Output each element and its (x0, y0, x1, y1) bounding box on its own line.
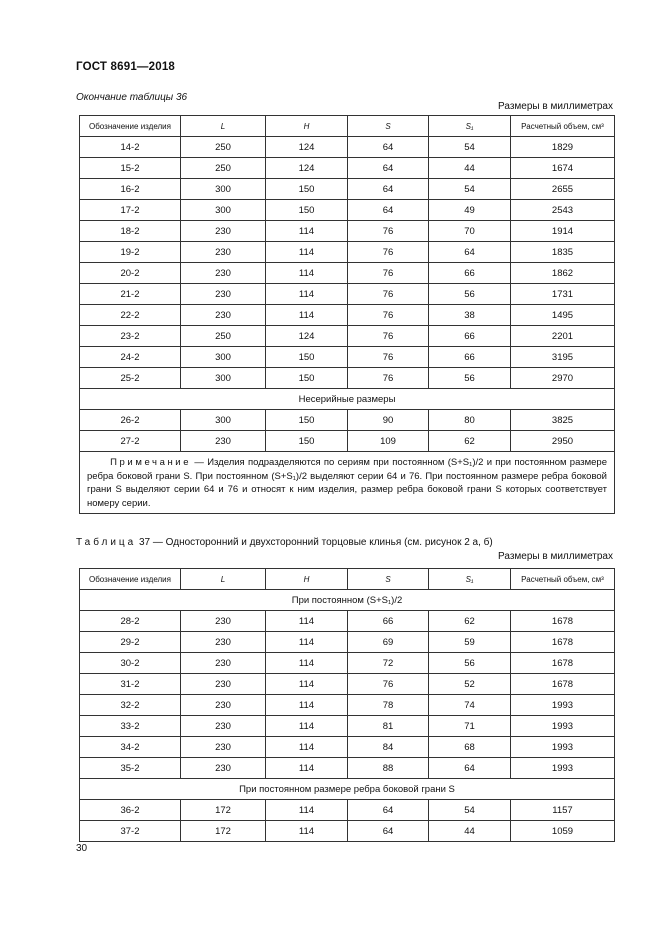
table-cell: 1993 (511, 695, 615, 716)
table-cell: 3825 (511, 410, 615, 431)
table-37-caption (76, 537, 493, 548)
table-cell: 114 (266, 737, 348, 758)
table-cell: 76 (348, 221, 429, 242)
table-36 (79, 115, 615, 514)
table-row (80, 347, 615, 368)
column-header: S₁ (429, 116, 511, 137)
product-designation-cell: 21-2 (80, 284, 181, 305)
product-designation-cell: 37-2 (80, 821, 181, 842)
product-designation-cell: 32-2 (80, 695, 181, 716)
note-label: Примечание (110, 457, 192, 468)
table-cell: 76 (348, 263, 429, 284)
product-designation-cell: 17-2 (80, 200, 181, 221)
table-row (80, 326, 615, 347)
product-designation-cell: 33-2 (80, 716, 181, 737)
table-row (80, 200, 615, 221)
column-header: Обозначение изделия (80, 116, 181, 137)
table-cell: 38 (429, 305, 511, 326)
table-cell: 250 (181, 158, 266, 179)
table-36-header-row (80, 116, 615, 137)
table-cell: 56 (429, 284, 511, 305)
table-cell: 68 (429, 737, 511, 758)
table-cell: 230 (181, 221, 266, 242)
column-header: Расчетный объем, см³ (511, 116, 615, 137)
table-cell: 1993 (511, 737, 615, 758)
table-cell: 230 (181, 242, 266, 263)
table-cell: 88 (348, 758, 429, 779)
table-cell: 109 (348, 431, 429, 452)
table-cell: 230 (181, 758, 266, 779)
table-cell: 1678 (511, 632, 615, 653)
table-row (80, 410, 615, 431)
table-cell: 72 (348, 653, 429, 674)
product-designation-cell: 18-2 (80, 221, 181, 242)
section-label: При постоянном размере ребра боковой грани S (80, 779, 615, 800)
table-cell: 2201 (511, 326, 615, 347)
table-cell: 114 (266, 821, 348, 842)
column-header: Обозначение изделия (80, 569, 181, 590)
table-cell: 66 (348, 611, 429, 632)
table-row (80, 179, 615, 200)
table-cell: 56 (429, 653, 511, 674)
table-cell: 84 (348, 737, 429, 758)
table-cell: 78 (348, 695, 429, 716)
product-designation-cell: 14-2 (80, 137, 181, 158)
table-cell: 114 (266, 305, 348, 326)
section-row (80, 779, 615, 800)
table-cell: 1862 (511, 263, 615, 284)
table-cell: 90 (348, 410, 429, 431)
table-cell: 80 (429, 410, 511, 431)
table-cell: 124 (266, 137, 348, 158)
page-number: 30 (76, 843, 88, 854)
table-row (80, 305, 615, 326)
table-row (80, 737, 615, 758)
column-header: S (348, 116, 429, 137)
table-cell: 250 (181, 326, 266, 347)
table-cell: 1829 (511, 137, 615, 158)
table-cell: 230 (181, 611, 266, 632)
table-cell: 76 (348, 284, 429, 305)
table-cell: 76 (348, 347, 429, 368)
product-designation-cell: 35-2 (80, 758, 181, 779)
standard-number: ГОСТ 8691—2018 (76, 61, 176, 73)
table-cell: 70 (429, 221, 511, 242)
product-designation-cell: 16-2 (80, 179, 181, 200)
table-cell: 76 (348, 368, 429, 389)
table-cell: 64 (429, 242, 511, 263)
table-cell: 44 (429, 158, 511, 179)
table-cell: 52 (429, 674, 511, 695)
table-cell: 81 (348, 716, 429, 737)
table-37 (79, 568, 615, 842)
table-cell: 300 (181, 200, 266, 221)
table-row (80, 368, 615, 389)
table-cell: 1678 (511, 653, 615, 674)
table-cell: 1678 (511, 611, 615, 632)
table-cell: 230 (181, 263, 266, 284)
table-36-caption: Окончание таблицы 36 (76, 92, 188, 103)
product-designation-cell: 29-2 (80, 632, 181, 653)
table-cell: 230 (181, 305, 266, 326)
table-cell: 64 (348, 137, 429, 158)
table-cell: 66 (429, 347, 511, 368)
product-designation-cell: 25-2 (80, 368, 181, 389)
column-header: S (348, 569, 429, 590)
table-cell: 54 (429, 179, 511, 200)
product-designation-cell: 31-2 (80, 674, 181, 695)
table-cell: 62 (429, 611, 511, 632)
column-header: H (266, 569, 348, 590)
table-row (80, 716, 615, 737)
table-cell: 300 (181, 410, 266, 431)
table-cell: 76 (348, 674, 429, 695)
table-cell: 230 (181, 695, 266, 716)
table-cell: 2543 (511, 200, 615, 221)
table-row (80, 284, 615, 305)
table-cell: 230 (181, 653, 266, 674)
table-row (80, 674, 615, 695)
table-cell: 150 (266, 368, 348, 389)
product-designation-cell: 23-2 (80, 326, 181, 347)
table-cell: 1731 (511, 284, 615, 305)
table-cell: 44 (429, 821, 511, 842)
table-row (80, 758, 615, 779)
product-designation-cell: 19-2 (80, 242, 181, 263)
table-cell: 54 (429, 137, 511, 158)
table-cell: 2970 (511, 368, 615, 389)
table-note (80, 452, 615, 514)
section-row (80, 590, 615, 611)
table-cell: 64 (348, 800, 429, 821)
column-header: H (266, 116, 348, 137)
table-cell: 114 (266, 653, 348, 674)
section-label: При постоянном (S+S₁)/2 (80, 590, 615, 611)
table-cell: 230 (181, 674, 266, 695)
table-36-units: Размеры в миллиметрах (498, 101, 613, 112)
table-cell: 124 (266, 158, 348, 179)
table-cell: 66 (429, 263, 511, 284)
table-row (80, 137, 615, 158)
table-row (80, 653, 615, 674)
table-cell: 114 (266, 758, 348, 779)
table-cell: 71 (429, 716, 511, 737)
table-cell: 56 (429, 368, 511, 389)
product-designation-cell: 30-2 (80, 653, 181, 674)
table-row (80, 221, 615, 242)
table-cell: 64 (348, 158, 429, 179)
product-designation-cell: 27-2 (80, 431, 181, 452)
table-cell: 49 (429, 200, 511, 221)
table-cell: 69 (348, 632, 429, 653)
table-cell: 150 (266, 200, 348, 221)
table-cell: 124 (266, 326, 348, 347)
table-cell: 172 (181, 821, 266, 842)
table-cell: 59 (429, 632, 511, 653)
table-cell: 150 (266, 179, 348, 200)
product-designation-cell: 28-2 (80, 611, 181, 632)
table-cell: 150 (266, 431, 348, 452)
table-cell: 172 (181, 800, 266, 821)
table-cell: 1495 (511, 305, 615, 326)
table-cell: 54 (429, 800, 511, 821)
section-row (80, 389, 615, 410)
table-cell: 76 (348, 242, 429, 263)
table-37-units: Размеры в миллиметрах (498, 551, 613, 562)
table-cell: 76 (348, 305, 429, 326)
table-cell: 114 (266, 716, 348, 737)
column-header: L (181, 116, 266, 137)
table-cell: 1993 (511, 758, 615, 779)
table-cell: 114 (266, 242, 348, 263)
table-cell: 64 (429, 758, 511, 779)
table-cell: 230 (181, 284, 266, 305)
table-cell: 1059 (511, 821, 615, 842)
column-header: L (181, 569, 266, 590)
table-cell: 300 (181, 347, 266, 368)
table-cell: 230 (181, 716, 266, 737)
table-cell: 2950 (511, 431, 615, 452)
table-cell: 150 (266, 347, 348, 368)
product-designation-cell: 26-2 (80, 410, 181, 431)
table-cell: 3195 (511, 347, 615, 368)
note-row (80, 452, 615, 514)
table-row (80, 242, 615, 263)
table-cell: 1914 (511, 221, 615, 242)
table-37-header-row (80, 569, 615, 590)
table-cell: 64 (348, 821, 429, 842)
column-header: S₁ (429, 569, 511, 590)
table-row (80, 800, 615, 821)
table-cell: 114 (266, 611, 348, 632)
table-row (80, 695, 615, 716)
table-cell: 62 (429, 431, 511, 452)
product-designation-cell: 20-2 (80, 263, 181, 284)
caption-label: Таблица (76, 537, 137, 548)
table-cell: 114 (266, 221, 348, 242)
table-cell: 74 (429, 695, 511, 716)
table-cell: 64 (348, 200, 429, 221)
product-designation-cell: 36-2 (80, 800, 181, 821)
note-text: — Изделия подразделяются по сериям при постоянном (S+S₁)/2 и при постоянном размере ребра боковой грани S. При постоянном (S+S₁)/2 выделяют серии 64 и 76. При постоянном размере ребра боковой грани S выделяют серии 64 и 76 и относят к ним изделия, размер ребра боковой грани S которых соответствует номеру серии. (87, 457, 608, 509)
table-cell: 250 (181, 137, 266, 158)
table-cell: 1678 (511, 674, 615, 695)
table-cell: 300 (181, 368, 266, 389)
table-cell: 300 (181, 179, 266, 200)
caption-text: 37 — Односторонний и двухсторонний торцовые клинья (см. рисунок 2 а, б) (136, 537, 493, 548)
table-row (80, 158, 615, 179)
table-cell: 66 (429, 326, 511, 347)
table-row (80, 632, 615, 653)
table-cell: 230 (181, 431, 266, 452)
table-cell: 1674 (511, 158, 615, 179)
table-row (80, 431, 615, 452)
product-designation-cell: 34-2 (80, 737, 181, 758)
table-row (80, 821, 615, 842)
product-designation-cell: 22-2 (80, 305, 181, 326)
table-cell: 230 (181, 632, 266, 653)
table-cell: 230 (181, 737, 266, 758)
table-cell: 114 (266, 263, 348, 284)
table-cell: 114 (266, 632, 348, 653)
column-header: Расчетный объем, см³ (511, 569, 615, 590)
table-cell: 114 (266, 284, 348, 305)
section-label: Несерийные размеры (80, 389, 615, 410)
table-cell: 114 (266, 674, 348, 695)
table-cell: 2655 (511, 179, 615, 200)
table-row (80, 263, 615, 284)
table-cell: 1835 (511, 242, 615, 263)
product-designation-cell: 24-2 (80, 347, 181, 368)
table-cell: 114 (266, 800, 348, 821)
table-cell: 1157 (511, 800, 615, 821)
table-row (80, 611, 615, 632)
product-designation-cell: 15-2 (80, 158, 181, 179)
table-cell: 64 (348, 179, 429, 200)
table-cell: 76 (348, 326, 429, 347)
table-cell: 1993 (511, 716, 615, 737)
table-cell: 150 (266, 410, 348, 431)
table-cell: 114 (266, 695, 348, 716)
